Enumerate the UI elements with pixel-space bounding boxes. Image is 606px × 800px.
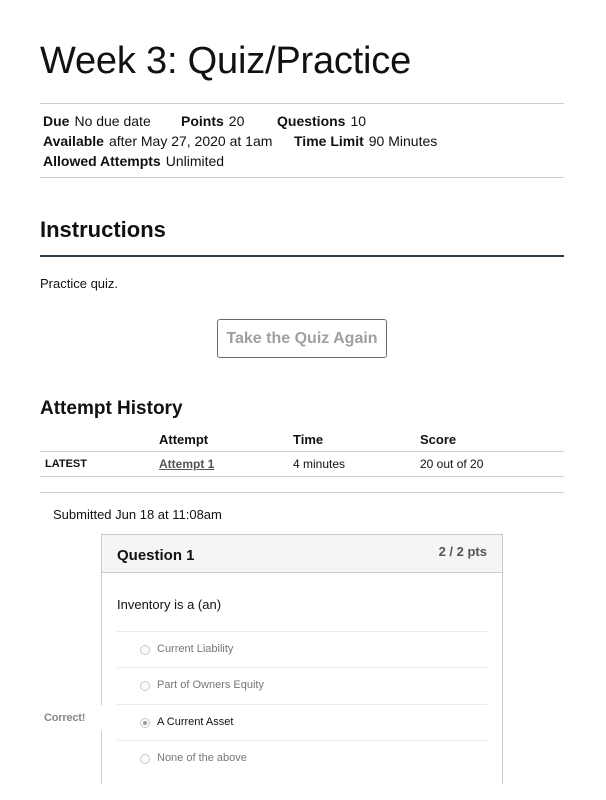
radio-button xyxy=(140,754,150,764)
correct-indicator: Correct! xyxy=(44,712,86,724)
available-detail: Available after May 27, 2020 at 1am xyxy=(43,133,273,149)
questions-detail: Questions 10 xyxy=(277,113,367,129)
answer-label: Part of Owners Equity xyxy=(157,679,264,691)
divider xyxy=(40,492,564,493)
answer-option xyxy=(117,667,487,703)
radio-button xyxy=(140,681,150,691)
attempt-history-heading: Attempt History xyxy=(40,398,183,419)
column-header-attempt: Attempt xyxy=(159,432,209,447)
table-divider xyxy=(40,451,564,452)
allowed-attempts-detail: Allowed Attempts Unlimited xyxy=(43,153,225,169)
points-detail: Points 20 xyxy=(181,113,245,129)
attempt-1-link[interactable]: Attempt 1 xyxy=(159,457,215,471)
instructions-text: Practice quiz. xyxy=(40,276,119,291)
table-divider xyxy=(40,476,564,477)
divider xyxy=(40,103,564,104)
attempt-score: 20 out of 20 xyxy=(420,457,484,471)
latest-badge: LATEST xyxy=(45,458,87,470)
correct-indicator-tab xyxy=(86,705,102,731)
column-header-score: Score xyxy=(420,432,457,447)
attempt-time: 4 minutes xyxy=(293,457,346,471)
question-title: Question 1 xyxy=(117,547,195,564)
instructions-heading: Instructions xyxy=(40,217,166,242)
question-points: 2 / 2 pts xyxy=(438,544,487,559)
question-header xyxy=(102,535,502,573)
page-title: Week 3: Quiz/Practice xyxy=(40,40,412,82)
answer-option-selected xyxy=(117,704,487,740)
column-header-time: Time xyxy=(293,432,324,447)
divider xyxy=(40,255,564,257)
answer-label: None of the above xyxy=(157,752,247,764)
answer-label: Current Liability xyxy=(157,643,234,655)
radio-button xyxy=(140,645,150,655)
submitted-timestamp: Submitted Jun 18 at 11:08am xyxy=(53,507,222,522)
due-detail: Due No due date xyxy=(43,113,151,129)
question-card xyxy=(101,534,503,784)
answer-option xyxy=(117,631,487,667)
take-quiz-again-button[interactable]: Take the Quiz Again xyxy=(217,319,387,358)
question-text: Inventory is a (an) xyxy=(117,597,222,612)
radio-button-selected xyxy=(140,718,150,728)
answer-label: A Current Asset xyxy=(157,716,234,728)
answer-option xyxy=(117,740,487,776)
divider xyxy=(40,177,564,178)
time-limit-detail: Time Limit 90 Minutes xyxy=(294,133,438,149)
